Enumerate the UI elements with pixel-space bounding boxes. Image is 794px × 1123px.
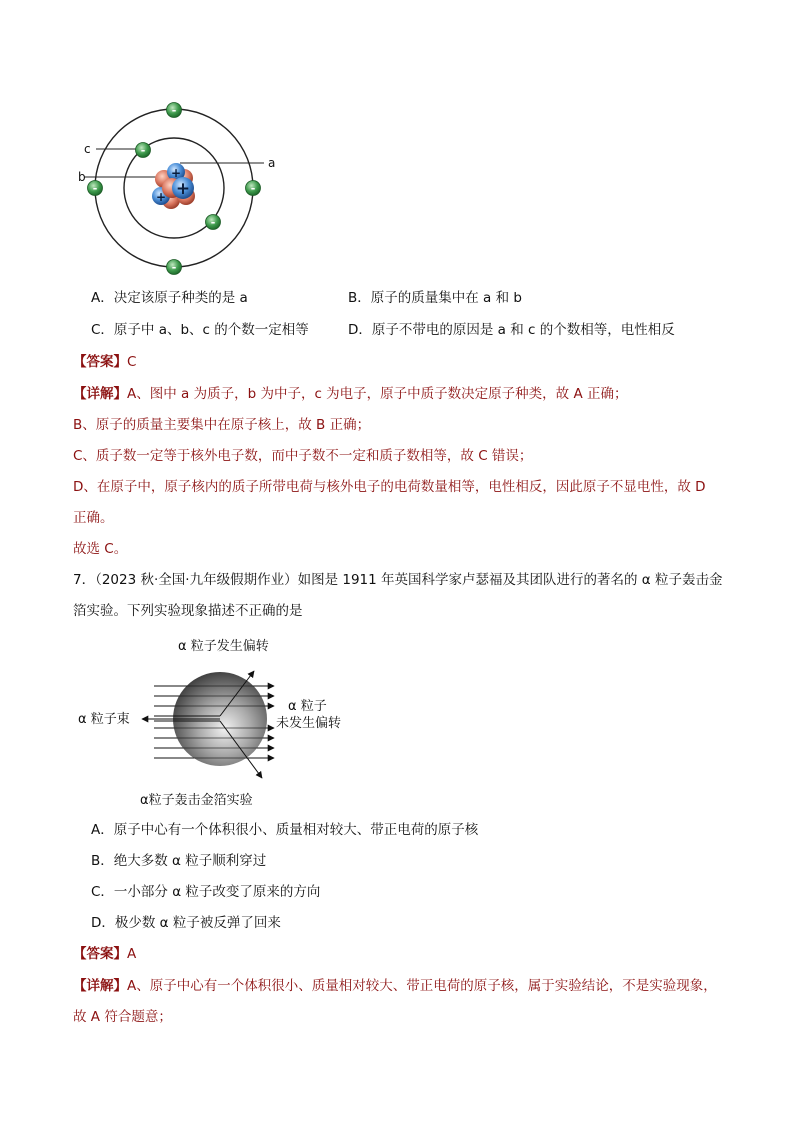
- label-beam: α 粒子束: [78, 712, 130, 727]
- label-deflect: α 粒子发生偏转: [178, 639, 269, 654]
- q7-option-a[interactable]: A．原子中心有一个体积很小、质量相对较大、带正电荷的原子核: [91, 822, 479, 838]
- svg-text:-: -: [92, 182, 98, 195]
- answer-value: C: [127, 354, 137, 370]
- q6-answer: [73, 352, 136, 372]
- label-c: c: [84, 142, 91, 156]
- q7-detail-line: 【详解】A、原子中心有一个体积很小、质量相对较大、带正电荷的原子核，属于实验结论，不是实验现象，: [73, 978, 717, 994]
- electron: [88, 181, 103, 196]
- detail-tag: 【详解】: [73, 386, 127, 402]
- q7-option-b[interactable]: B．绝大多数 α 粒子顺利穿过: [91, 853, 267, 869]
- answer-tag: 【答案】: [73, 354, 127, 370]
- q7-detail-line: 故 A 符合题意；: [73, 1009, 172, 1025]
- q7-stem: 箔实验。下列实验现象描述不正确的是: [73, 603, 303, 619]
- label-a: a: [268, 156, 276, 170]
- nucleus: [152, 163, 195, 209]
- svg-text:-: -: [250, 182, 256, 195]
- electron: [136, 143, 151, 158]
- q6-option-b[interactable]: B．原子的质量集中在 a 和 b: [348, 290, 522, 306]
- q6-detail-line: C、质子数一定等于核外电子数，而中子数不一定和质子数相等，故 C 错误；: [73, 448, 533, 464]
- electron: [167, 260, 182, 275]
- q6-option-c[interactable]: C．原子中 a、b、c 的个数一定相等: [91, 322, 309, 338]
- figure-caption: α粒子轰击金箔实验: [140, 793, 253, 808]
- answer-value: A: [127, 946, 137, 962]
- q6-detail-line: B、原子的质量主要集中在原子核上，故 B 正确；: [73, 417, 371, 433]
- electron: [206, 215, 221, 230]
- q6-detail-line: 正确。: [73, 510, 114, 526]
- proton-sign: +: [155, 190, 167, 204]
- label-b: b: [78, 170, 86, 184]
- electron: [246, 181, 261, 196]
- svg-text:-: -: [140, 144, 146, 157]
- answer-tag: 【答案】: [73, 946, 127, 962]
- label-straight-2: 未发生偏转: [276, 716, 342, 731]
- atom-diagram: [76, 96, 280, 280]
- q6-option-a[interactable]: A．决定该原子种类的是 a: [91, 290, 248, 306]
- q7-stem: 7．（2023 秋·全国·九年级假期作业）如图是 1911 年英国科学家卢瑟福及其团队进行的著名的 α 粒子轰击金: [73, 572, 723, 588]
- svg-text:-: -: [210, 216, 216, 229]
- detail-tag: 【详解】: [73, 978, 127, 994]
- q6-detail-line: D、在原子中，原子核内的质子所带电荷与核外电子的电荷数量相等，电性相反，因此原子不显电性，故 D: [73, 479, 706, 495]
- q6-option-d[interactable]: D．原子不带电的原因是 a 和 c 的个数相等，电性相反: [348, 322, 675, 338]
- q6-detail-line: 【详解】A、图中 a 为质子，b 为中子，c 为电子，原子中质子数决定原子种类，故 A 正确；: [73, 386, 628, 402]
- svg-text:-: -: [171, 261, 177, 274]
- electron: [167, 103, 182, 118]
- rutherford-diagram: [76, 630, 366, 810]
- proton-sign: +: [175, 179, 191, 199]
- label-straight-1: α 粒子: [288, 699, 327, 714]
- q7-answer: [73, 944, 136, 964]
- svg-text:-: -: [171, 104, 177, 117]
- q7-option-d[interactable]: D．极少数 α 粒子被反弹了回来: [91, 915, 281, 931]
- q7-option-c[interactable]: C．一小部分 α 粒子改变了原来的方向: [91, 884, 321, 900]
- proton-sign: +: [170, 166, 182, 180]
- q6-detail-line: 故选 C。: [73, 541, 128, 557]
